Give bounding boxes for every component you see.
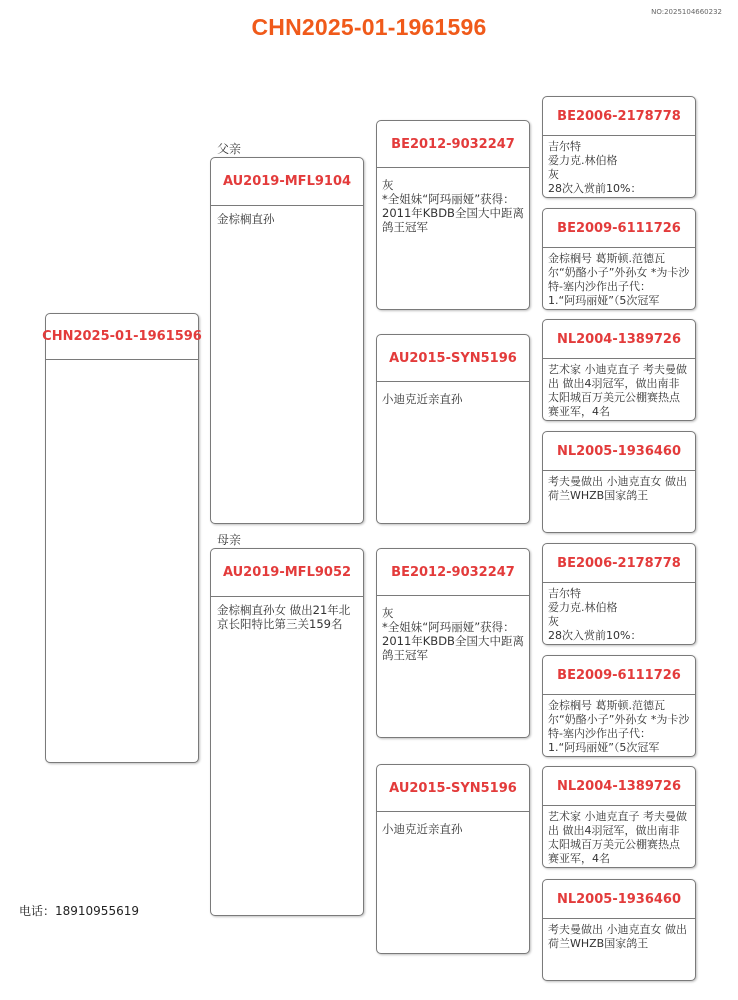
- grandparent-ring: AU2015-SYN5196: [377, 765, 529, 812]
- sire-card: [210, 157, 364, 524]
- subject-card: [42, 313, 202, 763]
- grandparent-text: 小迪克近亲直孙: [382, 822, 463, 836]
- phone-number: 电话：18910955619: [19, 904, 139, 918]
- grandparent-text: 小迪克近亲直孙: [382, 392, 463, 406]
- great-grandparent-ring: BE2006-2178778: [543, 97, 695, 136]
- grandparent-card: [376, 548, 530, 738]
- great-grandparent-ring: BE2009-6111726: [543, 656, 695, 695]
- sire-ring: AU2019-MFL9104: [211, 158, 363, 206]
- grandparent-text: 灰 *全姐妹“阿玛丽娅”获得： 2011年KBDB全国大中距离鸽王冠军: [382, 178, 524, 234]
- great-grandparent-card: [542, 766, 696, 868]
- grandparent-text: 灰 *全姐妹“阿玛丽娅”获得： 2011年KBDB全国大中距离鸽王冠军: [382, 606, 524, 662]
- great-grandparent-ring: NL2005-1936460: [543, 880, 695, 919]
- grandparent-ring: BE2012-9032247: [377, 121, 529, 168]
- grandparent-card: [376, 764, 530, 954]
- dam-text: 金棕榈直孙女 做出21年北京长阳特比第三关159名: [217, 603, 351, 631]
- mother-label: 母亲: [217, 533, 242, 547]
- great-grandparent-card: [542, 879, 696, 981]
- great-grandparent-card: [542, 96, 696, 198]
- subject-text: [46, 360, 198, 366]
- dam-ring: AU2019-MFL9052: [211, 549, 363, 597]
- grandparent-card: [376, 334, 530, 524]
- great-grandparent-text: 金棕榈号 葛斯顿.范德瓦尔“奶酪小子”外孙女 *为卡沙特-塞内沙作出子代： 1.“阿玛丽娅”（5次冠军: [548, 252, 690, 307]
- grandparent-ring: BE2012-9032247: [377, 549, 529, 596]
- great-grandparent-text: 考夫曼做出 小迪克直女 做出荷兰WHZB国家鸽王: [548, 923, 687, 950]
- great-grandparent-text: 艺术家 小迪克直子 考夫曼做出 做出4羽冠军，做出南非太阳城百万美元公棚赛热点赛亚军，4名: [548, 810, 687, 865]
- great-grandparent-text: 吉尔特 爱力克.林伯格 灰 28次入赏前10%：: [548, 587, 642, 642]
- great-grandparent-ring: BE2006-2178778: [543, 544, 695, 583]
- document-number: NO:2025104660232: [651, 8, 722, 16]
- great-grandparent-text: 考夫曼做出 小迪克直女 做出荷兰WHZB国家鸽王: [548, 475, 687, 502]
- great-grandparent-ring: NL2005-1936460: [543, 432, 695, 471]
- great-grandparent-text: 吉尔特 爱力克.林伯格 灰 28次入赏前10%：: [548, 140, 642, 195]
- great-grandparent-card: [542, 319, 696, 421]
- great-grandparent-card: [542, 431, 696, 533]
- grandparent-ring: AU2015-SYN5196: [377, 335, 529, 382]
- great-grandparent-ring: BE2009-6111726: [543, 209, 695, 248]
- grandparent-card: [376, 120, 530, 310]
- great-grandparent-card: [542, 208, 696, 310]
- great-grandparent-card: [542, 655, 696, 757]
- page-title: CHN2025-01-1961596: [251, 14, 487, 40]
- father-label: 父亲: [217, 142, 242, 156]
- great-grandparent-ring: NL2004-1389726: [543, 767, 695, 806]
- sire-text: 金棕榈直孙: [217, 212, 275, 226]
- dam-card: [210, 548, 364, 916]
- great-grandparent-text: 艺术家 小迪克直子 考夫曼做出 做出4羽冠军，做出南非太阳城百万美元公棚赛热点赛亚军，4名: [548, 363, 687, 418]
- great-grandparent-text: 金棕榈号 葛斯顿.范德瓦尔“奶酪小子”外孙女 *为卡沙特-塞内沙作出子代： 1.“阿玛丽娅”（5次冠军: [548, 699, 690, 754]
- great-grandparent-ring: NL2004-1389726: [543, 320, 695, 359]
- great-grandparent-card: [542, 543, 696, 645]
- subject-ring: CHN2025-01-1961596: [46, 314, 198, 360]
